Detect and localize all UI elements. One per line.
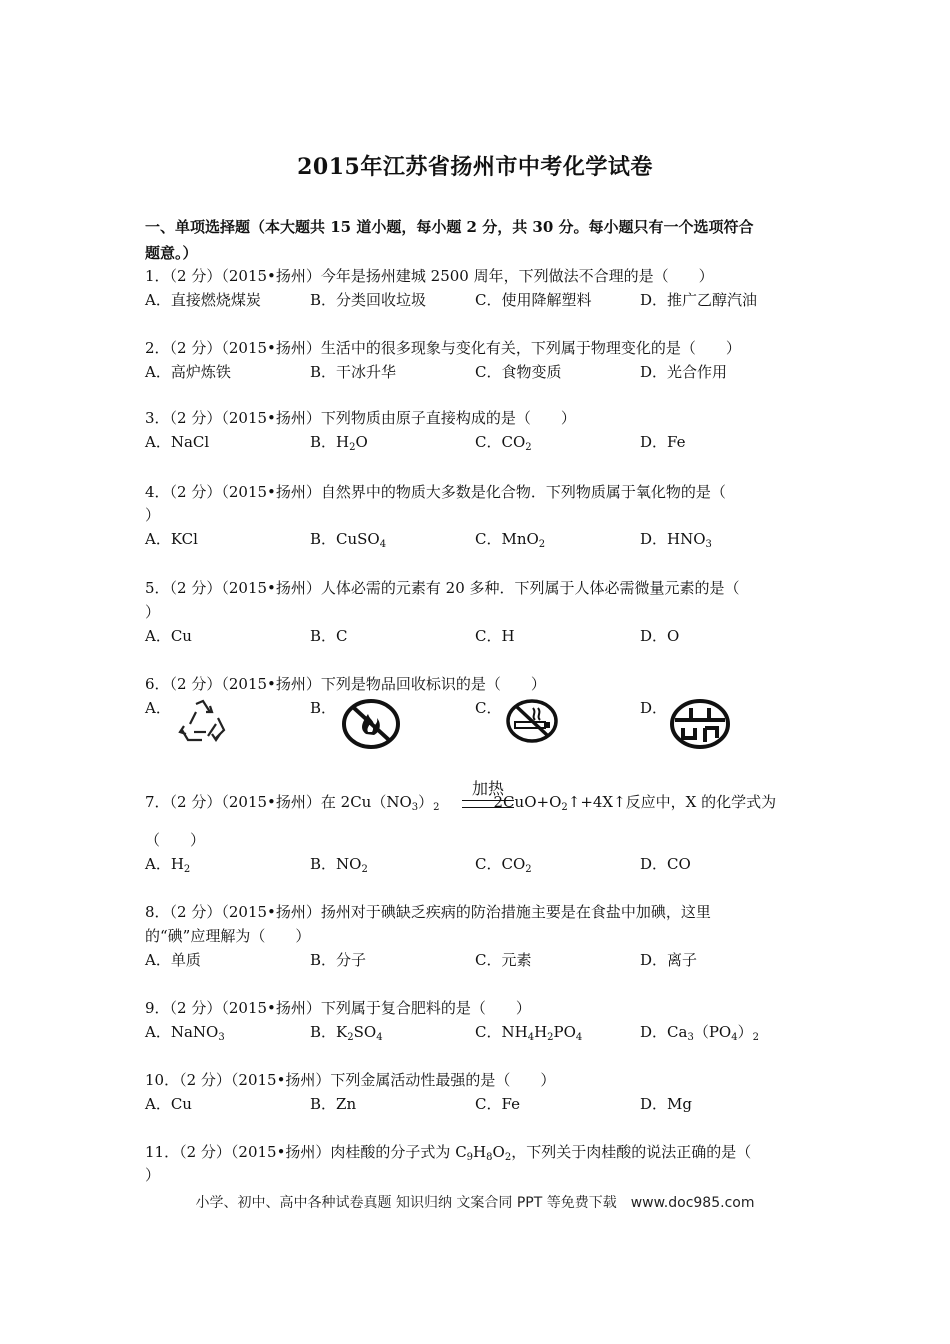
question-4-stem-cont: ） [145, 506, 161, 524]
q9-option-a: A．NaNO$_3$ [145, 1023, 225, 1043]
q8-option-d: D．离子 [640, 951, 698, 969]
question-1-options [145, 288, 810, 312]
q4-option-c: C．MnO$_2$ [475, 530, 546, 550]
heating-label: 加热 [471, 779, 504, 798]
question-4-stem: 4．（2 分）（2015•扬州）自然界中的物质大多数是化合物．下列物质属于氧化物的是（ [145, 483, 726, 501]
q3-option-b: B．$H_2O$ [310, 433, 368, 453]
question-7-options [145, 852, 810, 876]
section-heading-line2: 题意。） [145, 244, 198, 262]
question-7-stem-cont: （ ） [145, 831, 206, 849]
q7-option-c: C．$CO_2$ [475, 855, 532, 875]
question-3-options [145, 430, 810, 454]
question-8-stem-cont: 的“碘”应理解为（ ） [145, 927, 311, 945]
question-5-stem-cont: ） [145, 603, 161, 621]
q3-option-a: A．NaCl [145, 433, 210, 451]
q2-option-b: B．干冰升华 [310, 363, 397, 381]
q8-option-c: C．元素 [475, 951, 532, 969]
q6-option-b: B． [310, 699, 337, 717]
reaction-double-line [462, 800, 514, 808]
question-3-stem: 3．（2 分）（2015•扬州）下列物质由原子直接构成的是（ ） [145, 409, 576, 427]
question-9-options [145, 1020, 810, 1044]
q4-option-b: B．CuSO$_4$ [310, 530, 387, 550]
question-11-stem: 11．（2 分）（2015•扬州）肉桂酸的分子式为 $C_9H_8O_2$，下列关于肉桂酸的说法正确的是（ [145, 1143, 752, 1163]
q2-option-c: C．食物变质 [475, 363, 562, 381]
page-title: 2015年江苏省扬州市中考化学试卷 [297, 154, 653, 180]
question-9-stem: 9．（2 分）（2015•扬州）下列属于复合肥料的是（ ） [145, 999, 531, 1017]
q8-option-a: A．单质 [145, 951, 201, 969]
recycling-mark-icon [669, 698, 731, 750]
question-4-options [145, 527, 810, 551]
q6-option-c: C． [475, 699, 502, 717]
q3-option-d: D．Fe [640, 433, 686, 451]
q7-option-b: B．$NO_2$ [310, 855, 368, 875]
question-2-options [145, 360, 810, 384]
q4-option-a: A．KCl [145, 530, 198, 548]
q3-option-c: C．$CO_2$ [475, 433, 532, 453]
q6-option-d: D． [640, 699, 668, 717]
q6-option-a: A． [145, 699, 171, 717]
question-5-stem: 5．（2 分）（2015•扬州）人体必需的元素有 20 多种．下列属于人体必需微量元素的是（ [145, 579, 740, 597]
question-2-stem: 2．（2 分）（2015•扬州）生活中的很多现象与变化有关，下列属于物理变化的是（ ） [145, 339, 741, 357]
q1-option-c: C．使用降解塑料 [475, 291, 592, 309]
q10-option-c: C．Fe [475, 1095, 520, 1113]
question-8-stem: 8．（2 分）（2015•扬州）扬州对于碘缺乏疾病的防治措施主要是在食盐中加碘，这里 [145, 903, 711, 921]
section-heading [145, 214, 805, 266]
q10-option-a: A．Cu [145, 1095, 192, 1113]
question-7-stem: 7．（2 分）（2015•扬州）在 $2Cu(NO_3)_2$ $2CuO+O_2↑+4X↑$反应中，X 的化学式为 [145, 793, 777, 813]
question-8-options [145, 948, 810, 972]
section-heading-line1: 一、单项选择题（本大题共 15 道小题，每小题 2 分，共 30 分。每小题只有一个选项符合 [145, 218, 754, 236]
q1-option-b: B．分类回收垃圾 [310, 291, 427, 309]
question-5-options [145, 624, 810, 648]
q1-option-a: A．直接燃烧煤炭 [145, 291, 261, 309]
question-11-stem-cont: ） [145, 1166, 161, 1184]
q10-option-d: D．Mg [640, 1095, 692, 1113]
q2-option-d: D．光合作用 [640, 363, 728, 381]
q1-option-d: D．推广乙醇汽油 [640, 291, 758, 309]
q5-option-d: D．O [640, 627, 680, 645]
question-6-stem: 6．（2 分）（2015•扬州）下列是物品回收标识的是（ ） [145, 675, 546, 693]
q2-option-a: A．高炉炼铁 [145, 363, 231, 381]
q8-option-b: B．分子 [310, 951, 367, 969]
page-footer: 小学、初中、高中各种试卷真题 知识归纳 文案合同 PPT 等免费下载 www.doc985.com [195, 1195, 755, 1211]
recycle-icon [176, 698, 230, 744]
question-10-options [145, 1092, 810, 1116]
no-smoking-icon [505, 698, 559, 744]
q7-option-d: D．CO [640, 855, 691, 873]
q9-option-d: D．$Ca_3(PO_4)_2$ [640, 1023, 759, 1043]
question-1-stem: 1．（2 分）（2015•扬州）今年是扬州建城 2500 周年，下列做法不合理的是（ ） [145, 267, 714, 285]
q5-option-c: C．H [475, 627, 515, 645]
question-10-stem: 10．（2 分）（2015•扬州）下列金属活动性最强的是（ ） [145, 1071, 556, 1089]
q10-option-b: B．Zn [310, 1095, 357, 1113]
q4-option-d: D．$HNO_3$ [640, 530, 712, 550]
q5-option-b: B．C [310, 627, 348, 645]
no-fire-icon [340, 698, 402, 750]
heating-condition [462, 776, 514, 810]
q5-option-a: A．Cu [145, 627, 192, 645]
q7-option-a: A．$H_2$ [145, 855, 191, 875]
q9-option-b: B．$K_2SO_4$ [310, 1023, 383, 1043]
q9-option-c: C．$NH_4H_2PO_4$ [475, 1023, 583, 1043]
